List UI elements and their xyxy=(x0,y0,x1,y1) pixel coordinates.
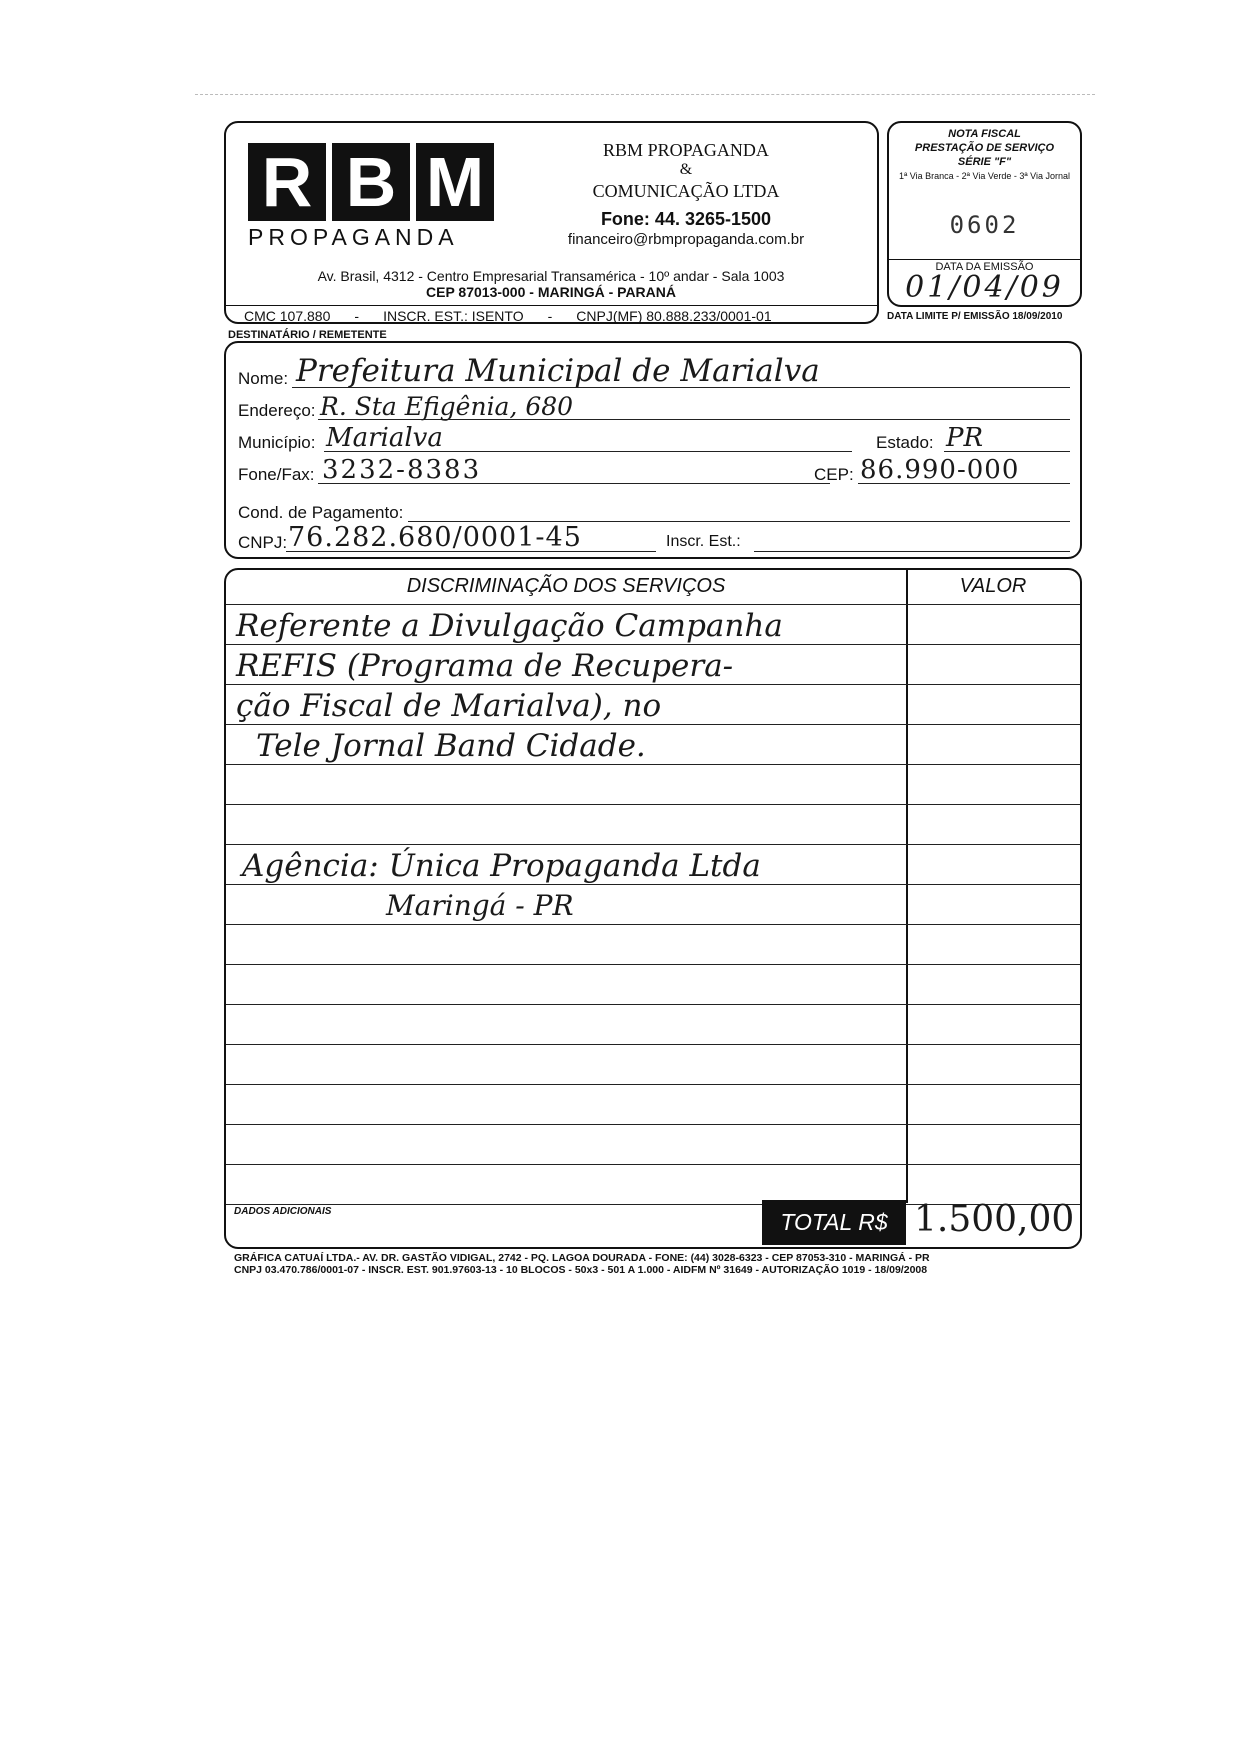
row-line xyxy=(226,804,1080,805)
row-line xyxy=(226,724,1080,725)
services-header: DISCRIMINAÇÃO DOS SERVIÇOS xyxy=(406,575,726,597)
company-address xyxy=(236,268,866,300)
scan-noise-line xyxy=(195,94,1095,95)
row-line xyxy=(226,964,1080,965)
endereco-field[interactable] xyxy=(318,389,1070,420)
printer-footer xyxy=(234,1252,1080,1276)
nota-date-value: 01/04/09 xyxy=(905,270,1064,305)
nome-value: Prefeitura Municipal de Marialva xyxy=(296,353,820,389)
logo-letter-block: M xyxy=(416,143,494,221)
fone-field[interactable] xyxy=(318,449,830,484)
inscr-est-label: Inscr. Est.: xyxy=(666,533,741,550)
estado-label: Estado: xyxy=(876,433,934,452)
estado-field[interactable] xyxy=(944,419,1070,452)
service-line: ção Fiscal de Marialva), no xyxy=(236,688,662,724)
estado-value: PR xyxy=(946,423,984,453)
nota-fiscal-box xyxy=(887,121,1082,307)
row-line xyxy=(226,604,1080,605)
row-line xyxy=(226,1044,1080,1045)
row-line xyxy=(226,1004,1080,1005)
inscr-est-field[interactable] xyxy=(754,523,1070,552)
nota-title: NOTA FISCAL xyxy=(948,128,1021,140)
row-line xyxy=(226,684,1080,685)
company-name-block xyxy=(516,139,856,248)
nota-title-block xyxy=(889,127,1080,183)
company-registration-row xyxy=(226,305,877,324)
value-header: VALOR xyxy=(959,575,1027,597)
company-phone: Fone: 44. 3265-1500 xyxy=(600,209,772,229)
row-line xyxy=(226,924,1080,925)
nome-field[interactable] xyxy=(292,351,1070,388)
nota-date-label: DATA DA EMISSÃO xyxy=(935,261,1034,273)
cep-field[interactable] xyxy=(858,449,1070,484)
printer-footer-line2: CNPJ 03.470.786/0001-07 - INSCR. EST. 901.97603-13 - 10 BLOCOS - 50x3 - 501 A 1.000 - AIDFM Nº 31649 - AUTORIZAÇÃO 1019 - 18/09/2008 xyxy=(234,1264,928,1276)
logo-letter-block: R xyxy=(248,143,326,221)
service-line: Maringá - PR xyxy=(386,889,574,922)
company-logo xyxy=(248,143,508,251)
row-line xyxy=(226,644,1080,645)
service-line: Referente a Divulgação Campanha xyxy=(236,608,783,644)
cnpj-label: CNPJ: xyxy=(238,533,288,552)
nota-date-section xyxy=(889,259,1080,305)
municipio-value: Marialva xyxy=(326,423,443,453)
logo-letter-block: B xyxy=(332,143,410,221)
service-line: REFIS (Programa de Recupera- xyxy=(236,648,734,684)
company-name-line2: COMUNICAÇÃO LTDA xyxy=(592,181,780,201)
company-cnpj: CNPJ(MF) 80.888.233/0001-01 xyxy=(576,308,772,324)
row-line xyxy=(226,1084,1080,1085)
nome-label: Nome: xyxy=(238,369,289,388)
nota-series: SÉRIE "F" xyxy=(957,156,1012,168)
cep-label: CEP: xyxy=(814,465,854,484)
cnpj-value: 76.282.680/0001-45 xyxy=(288,522,582,553)
services-table xyxy=(226,604,1080,1204)
company-address-line1: Av. Brasil, 4312 - Centro Empresarial Transamérica - 10º andar - Sala 1003 xyxy=(317,268,785,284)
row-line xyxy=(226,764,1080,765)
nota-vias: 1ª Via Branca - 2ª Via Verde - 3ª Via Jornal xyxy=(898,171,1071,181)
cnpj-field[interactable] xyxy=(286,517,656,552)
municipio-field[interactable] xyxy=(324,419,852,452)
services-box xyxy=(224,568,1082,1249)
cond-pagamento-label: Cond. de Pagamento: xyxy=(238,503,404,522)
dados-adicionais-label: DADOS ADICIONAIS xyxy=(234,1206,332,1217)
cep-value: 86.990-000 xyxy=(860,455,1020,485)
municipio-label: Município: xyxy=(238,433,316,452)
recipient-box xyxy=(224,341,1082,559)
company-address-line2: CEP 87013-000 - MARINGÁ - PARANÁ xyxy=(426,284,676,300)
row-line xyxy=(226,1164,1080,1165)
service-line: Tele Jornal Band Cidade. xyxy=(256,728,646,764)
company-header-box xyxy=(224,121,879,324)
row-line xyxy=(226,884,1080,885)
nota-number: 0602 xyxy=(949,211,1020,239)
separator: - xyxy=(354,308,360,324)
endereco-label: Endereço: xyxy=(238,401,316,420)
company-name-line1: RBM PROPAGANDA xyxy=(603,140,769,160)
company-inscr: INSCR. EST.: ISENTO xyxy=(383,308,524,324)
row-line xyxy=(226,1124,1080,1125)
row-line xyxy=(226,844,1080,845)
separator: - xyxy=(547,308,553,324)
total-label: TOTAL R$ xyxy=(762,1200,906,1245)
logo-word: PROPAGANDA xyxy=(248,224,459,250)
nota-limit-date: DATA LIMITE P/ EMISSÃO 18/09/2010 xyxy=(887,311,1063,322)
company-email: financeiro@rbmpropaganda.com.br xyxy=(567,231,805,248)
fone-label: Fone/Fax: xyxy=(238,465,315,484)
printer-footer-line1: GRÁFICA CATUAÍ LTDA.- AV. DR. GASTÃO VIDIGAL, 2742 - PQ. LAGOA DOURADA - FONE: (44) 3028-6323 - CEP 87053-310 - MARINGÁ - PR xyxy=(234,1252,930,1264)
company-cmc: CMC 107.880 xyxy=(244,308,331,324)
endereco-value: R. Sta Efigênia, 680 xyxy=(320,392,574,421)
fone-value: 3232-8383 xyxy=(322,455,482,485)
total-value: 1.500,00 xyxy=(914,1199,1075,1240)
nota-subtitle: PRESTAÇÃO DE SERVIÇO xyxy=(914,142,1055,154)
company-name-amp: & xyxy=(679,161,693,178)
service-line: Agência: Única Propaganda Ltda xyxy=(242,848,761,884)
recipient-section-label: DESTINATÁRIO / REMETENTE xyxy=(228,329,387,341)
